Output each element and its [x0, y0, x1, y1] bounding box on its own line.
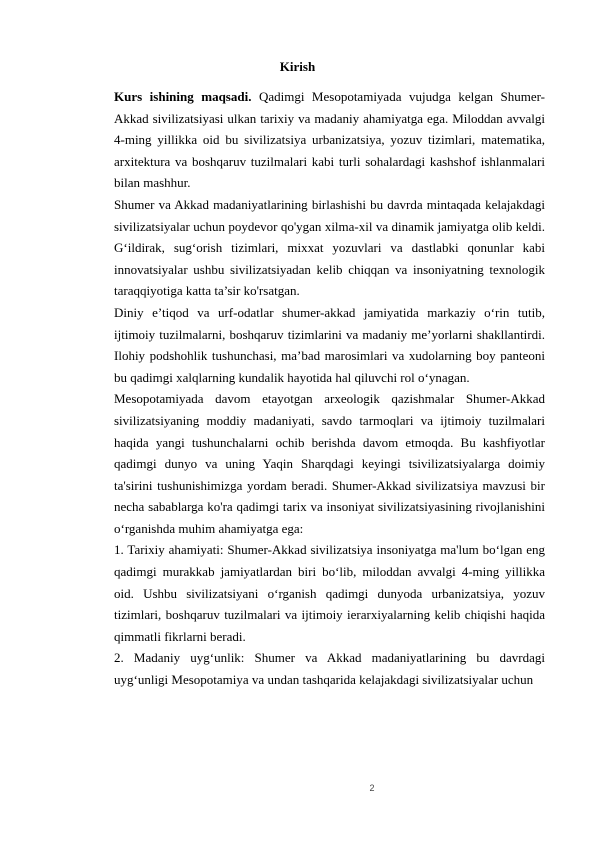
paragraph-purpose — [114, 86, 545, 194]
page-title: Kirish — [279, 59, 316, 74]
purpose-text: Qadimgi Mesopotamiyada vujudga kelgan Shumer-Akkad sivilizatsiyasi ulkan tarixiy va madaniy ahamiyatga ega. Miloddan avvalgi 4-ming yillikka oid bu sivilizatsiya urbanizatsiya, yozuv tizimlari, matematika, arxitektura va boshqaruv tuzilmalari kabi turli sohalardagi kashshof ishlanmalari bilan mashhur. — [114, 89, 545, 191]
page-number: 2 — [369, 783, 375, 793]
paragraph-4: Mesopotamiyada davom etayotgan arxeologik qazishmalar Shumer-Akkad sivilizatsiyaning moddiy madaniyati, savdo tarmoqlari va ijtimoiy tuzilmalari haqida yangi tushunchalarni ochib berishda davom etmoqda. Bu kashfiyotlar qadimgi dunyo va uning Yaqin Sharqdagi keyingi tsivilizatsiyalarga doimiy ta'sirini tushunishimizga yordam beradi. Shumer-Akkad sivilizatsiya mavzusi bir necha sabablarga ko'ra qadimgi tarix va insoniyat sivilizatsiyasining rivojlanishini o‘rganishda muhim ahamiyatga ega: — [114, 391, 545, 536]
paragraph-2: Shumer va Akkad madaniyatlarining birlashishi bu davrda mintaqada kelajakdagi sivilizatsiyalar uchun poydevor qo'ygan xilma-xil va dinamik jamiyatga olib keldi. G‘ildirak, sug‘orish tizimlari, mixxat yozuvlari va dastlabki qonunlar kabi innovatsiyalar ushbu sivilizatsiyadan kelib chiqqan va insoniyatning texnologik taraqqiyotiga katta ta’sir ko'rsatgan. — [114, 196, 545, 299]
purpose-lead: Kurs ishining maqsadi. — [114, 89, 252, 104]
paragraph-6: 2. Madaniy uyg‘unlik: Shumer va Akkad madaniyatlarining bu davrdagi uyg‘unligi Mesopotamiya va undan tashqarida kelajakdagi sivilizatsiyalar uchun — [114, 650, 545, 688]
document-body — [114, 86, 545, 691]
paragraph-5: 1. Tarixiy ahamiyati: Shumer-Akkad sivilizatsiya insoniyatga ma'lum bo‘lgan eng qadimgi murakkab jamiyatlardan biri bo‘lib, miloddan avvalgi 4-ming yillikka oid. Ushbu sivilizatsiyani o‘rganish qadimgi dunyoda urbanizatsiya, yozuv tizimlari, boshqaruv tuzilmalari va ijtimoiy ierarxiyalarning kelib chiqishi haqida qimmatli fikrlarni beradi. — [114, 542, 545, 644]
paragraph-3: Diniy e’tiqod va urf-odatlar shumer-akkad jamiyatida markaziy o‘rin tutib, ijtimoiy tuzilmalarni, boshqaruv tizimlarini va madaniy me’yorlarni shakllantirdi. Ilohiy podshohlik tushunchasi, ma’bad marosimlari va xudolarning boy panteoni bu qadimgi xalqlarning kundalik hayotida hal qiluvchi rol o‘ynagan. — [114, 304, 545, 385]
